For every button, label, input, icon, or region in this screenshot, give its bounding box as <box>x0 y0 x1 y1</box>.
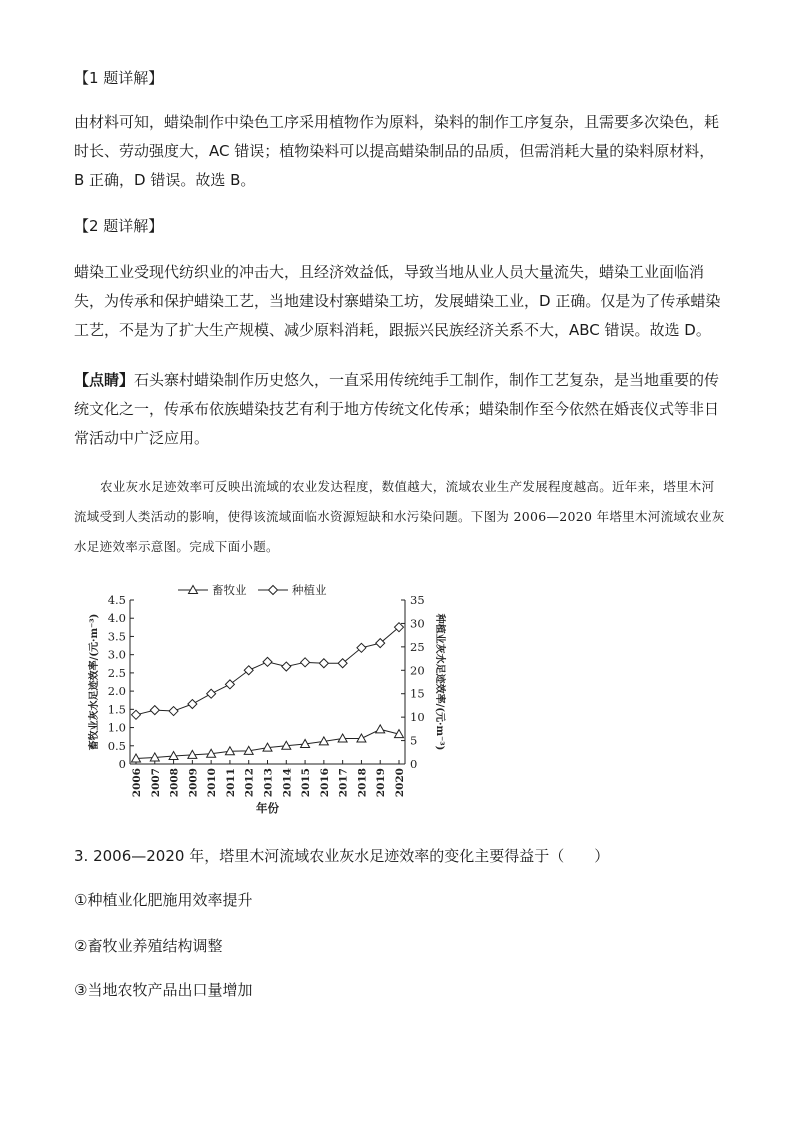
x-tick-label: 2017 <box>337 768 350 798</box>
left-tick-label: 0 <box>118 757 126 771</box>
right-axis-label: 种植业灰水足迹效率/(元·m⁻³) <box>434 613 445 751</box>
crop-data-point <box>244 666 253 675</box>
crop-series-line <box>136 627 399 715</box>
option-1: ①种植业化肥施用效率提升 <box>74 891 253 909</box>
left-tick-label: 2.5 <box>107 665 126 680</box>
left-tick-label: 4.5 <box>107 593 126 607</box>
left-tick-label: 1.0 <box>107 720 126 735</box>
x-tick-label: 2008 <box>168 768 181 798</box>
question-1-explanation: 由材料可知，蜡染制作中染色工序采用植物作为原料，染料的制作工序复杂，且需要多次染色，耗时长、劳动强度大，AC 错误；植物染料可以提高蜡染制品的品质，但需消耗大量的染料原材料，B 正确，D 错误。故选 B。 <box>74 113 720 189</box>
question-1-heading: 【1 题详解】 <box>74 69 164 87</box>
left-tick-label: 4.0 <box>107 611 126 626</box>
crop-data-point <box>207 689 216 698</box>
option-3: ③当地农牧产品出口量增加 <box>74 981 253 999</box>
option-2: ②畜牧业养殖结构调整 <box>74 937 223 955</box>
left-tick-label: 3.5 <box>107 629 126 644</box>
x-tick-label: 2010 <box>206 768 219 798</box>
question-2-explanation: 蜡染工业受现代纺织业的冲击大，且经济效益低，导致当地从业人员大量流失，蜡染工业面临消失，为传承和保护蜡染工艺，当地建设村寨蜡染工坊，发展蜡染工业，D 正确。仅是为了传承蜡染工艺，不是为了扩大生产规模、减少原料消耗，跟振兴民族经济关系不大，ABC 错误。故选 D。 <box>74 263 721 339</box>
left-axis-label: 畜牧业灰水足迹效率/(元·m⁻³) <box>89 613 100 751</box>
crop-data-point <box>319 659 328 668</box>
material-text: 农业灰水足迹效率可反映出流域的农业发达程度，数值越大，流域农业生产发展程度越高。近年来，塔里木河流域受到人类活动的影响，使得该流域面临水资源短缺和水污染问题。下图为 2006—2020 年塔里木河流域农业灰水足迹效率示意图。完成下面小题。 <box>74 479 725 554</box>
right-tick-label: 0 <box>410 757 418 771</box>
livestock-data-point <box>376 725 385 733</box>
crop-data-point <box>263 657 272 666</box>
crop-data-point <box>225 680 234 689</box>
x-axis-label: 年份 <box>256 801 279 815</box>
legend-crop-marker <box>269 586 278 595</box>
material-paragraph <box>74 472 726 562</box>
x-tick-label: 2020 <box>394 768 406 798</box>
crop-data-point <box>169 707 178 716</box>
left-tick-label: 3.0 <box>107 647 126 662</box>
right-tick-label: 20 <box>410 663 425 678</box>
key-point-note <box>74 366 724 453</box>
x-tick-label: 2018 <box>356 768 369 798</box>
legend-crop-label: 种植业 <box>292 583 327 597</box>
key-point-label: 【点睛】 <box>74 371 135 389</box>
right-tick-label: 35 <box>410 593 425 607</box>
key-point-text: 石头寨村蜡染制作历史悠久，一直采用传统纯手工制作，制作工艺复杂，是当地重要的传统文化之一，传承布依族蜡染技艺有利于地方传统文化传承；蜡染制作至今依然在婚丧仪式等非日常活动中广泛应用。 <box>74 371 720 447</box>
right-tick-label: 15 <box>410 686 425 701</box>
crop-data-point <box>132 710 141 719</box>
crop-data-point <box>282 662 291 671</box>
right-tick-label: 30 <box>410 616 425 631</box>
left-tick-label: 1.5 <box>107 702 126 717</box>
x-tick-label: 2011 <box>224 768 237 798</box>
crop-data-point <box>188 700 197 709</box>
x-tick-label: 2015 <box>300 768 313 798</box>
crop-data-point <box>150 706 159 715</box>
legend-livestock-label: 畜牧业 <box>212 583 247 597</box>
right-tick-label: 10 <box>410 710 425 725</box>
gray-water-footprint-chart <box>80 578 450 818</box>
x-tick-label: 2014 <box>281 768 294 798</box>
x-tick-label: 2019 <box>375 768 388 798</box>
right-tick-label: 25 <box>410 639 425 654</box>
question-3-stem: 3. 2006—2020 年，塔里木河流域农业灰水足迹效率的变化主要得益于（ ） <box>74 847 610 865</box>
crop-data-point <box>301 658 310 667</box>
right-tick-label: 5 <box>410 733 418 748</box>
left-tick-label: 2.0 <box>107 684 126 699</box>
x-tick-label: 2006 <box>131 768 143 798</box>
x-tick-label: 2007 <box>149 768 162 798</box>
left-tick-label: 0.5 <box>107 738 126 753</box>
x-tick-label: 2016 <box>318 768 331 798</box>
x-tick-label: 2012 <box>243 768 256 798</box>
x-tick-label: 2009 <box>187 768 200 798</box>
x-tick-label: 2013 <box>262 768 275 798</box>
question-2-heading: 【2 题详解】 <box>74 217 164 235</box>
